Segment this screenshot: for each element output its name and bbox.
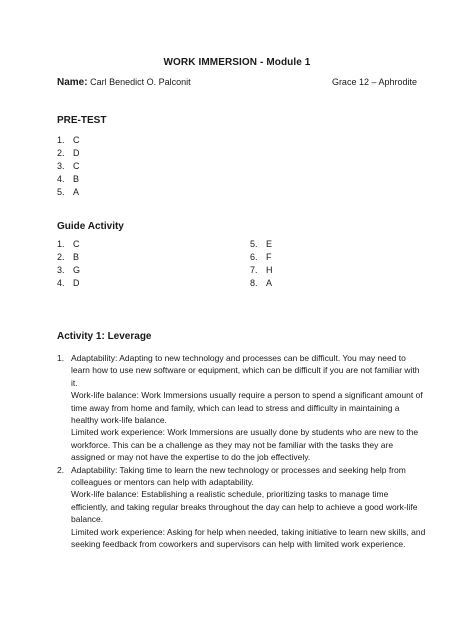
paragraph-work-life-balance: Work-life balance: Establishing a realistic schedule, prioritizing tasks to manage time efficiently, and taking regular breaks throughout the day can help to achieve a good work-life balance. <box>71 489 418 525</box>
answer: B <box>73 252 80 262</box>
guide-answer-list-left <box>57 238 80 290</box>
answer: G <box>73 265 81 275</box>
answer: F <box>266 252 272 262</box>
activity1-heading: Activity 1: Leverage <box>57 331 152 342</box>
answer: B <box>73 174 80 184</box>
answer: E <box>266 239 273 249</box>
answer: C <box>73 161 80 171</box>
list-item: 3. G <box>57 265 81 275</box>
list-item: 1. C <box>57 135 80 145</box>
guide-activity-heading: Guide Activity <box>57 221 124 232</box>
answer: D <box>73 148 80 158</box>
list-item: 2. D <box>57 148 80 158</box>
answer: C <box>73 135 80 145</box>
name-value: Carl Benedict O. Palconit <box>90 77 191 87</box>
list-item: 4. B <box>57 174 80 184</box>
list-item: 2. B <box>57 252 80 262</box>
list-item: 2. Adaptability: Taking time to learn the new technology or processes and seeking help from colleagues or mentors can help with adaptability. Work-life balance: Establishing a realistic schedule, prioritizing tasks to manage time efficiently, and taking regular breaks throughout the day can help to achieve a good work-life balance. Limited work experience: Asking for help when needed, taking initiative to learn new skills, and seeking feedback from coworkers and supervisors can help with limited work experience. <box>57 464 426 550</box>
guide-answer-list-right <box>250 238 273 290</box>
list-item: 4. D <box>57 278 80 288</box>
answer: A <box>73 187 80 197</box>
paragraph-limited-work-experience: Limited work experience: Asking for help when needed, taking initiative to learn new skills, and seeking feedback from coworkers and supervisors can help with limited work experience. <box>71 526 426 550</box>
list-item: 6. F <box>250 252 272 262</box>
paragraph-work-life-balance: Work-life balance: Work Immersions usually require a person to spend a significant amount of time away from home and family, which can lead to stress and difficulty in maintaining a healthy work-life balance. <box>71 390 423 426</box>
grade-section: Grace 12 – Aphrodite <box>331 77 417 87</box>
list-item: 1. Adaptability: Adapting to new technology and processes can be difficult. You may need to learn how to use new software or equipment, which can be difficult if you are not familiar with it. Work-life balance: Work Immersions usually require a person to spend a significant amount of time away from home and family, which can lead to stress and difficulty in maintaining a healthy work-life balance. Limited work experience: Work Immersions are usually done by students who are new to the workforce. This can be a challenge as they may not be familiar with the tasks they are assigned or may not have the expertise to do the job effectively. <box>57 352 427 464</box>
document-title: WORK IMMERSION - Module 1 <box>163 57 311 68</box>
list-item: 5. E <box>250 239 273 249</box>
paragraph-adaptability: Adaptability: Adapting to new technology and processes can be difficult. You may need to learn how to use new software or equipment, which can be difficult if you are not familiar with it. <box>71 353 420 388</box>
list-item: 3. C <box>57 161 80 171</box>
pretest-heading: PRE-TEST <box>57 115 107 126</box>
list-item: 7. H <box>250 265 273 275</box>
answer: C <box>73 239 80 249</box>
name-label: Name: <box>57 77 88 88</box>
answer: D <box>73 278 80 288</box>
answer: A <box>266 278 273 288</box>
paragraph-adaptability: Adaptability: Taking time to learn the new technology or processes and seeking help from colleagues or mentors can help with adaptability. <box>71 464 406 488</box>
paragraph-limited-work-experience: Limited work experience: Work Immersions are usually done by students who are new to the workforce. This can be a challenge as they may not be familiar with the tasks they are assigned or may not have the expertise to do the job effectively. <box>71 427 419 463</box>
activity1-list <box>57 352 427 551</box>
list-item: 8. A <box>250 278 273 288</box>
list-item: 5. A <box>57 187 80 197</box>
pretest-answer-list <box>57 134 80 199</box>
list-item: 1. C <box>57 239 80 249</box>
answer: H <box>266 265 273 275</box>
